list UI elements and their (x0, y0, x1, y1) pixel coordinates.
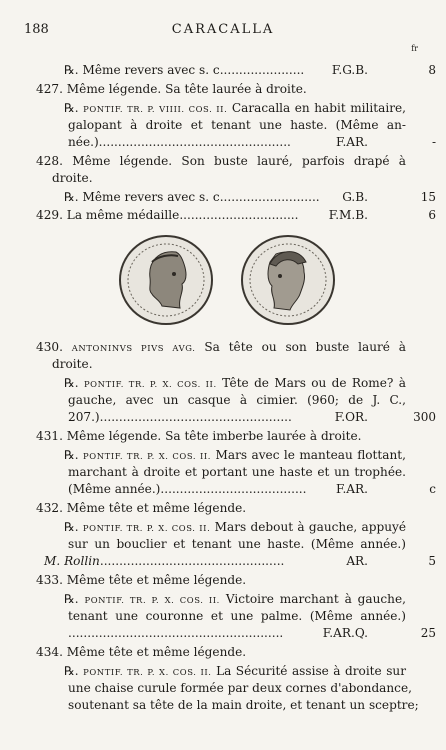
entry-number: 432. (36, 501, 63, 515)
catalog-ref: F.G.B. (331, 63, 368, 77)
entry-434-desc-2: une chaise curule formée par deux cornes d'abondance, (68, 681, 412, 695)
entry-433-reverse: ℞. PONTIF. TR. P. X. COS. II. Victoire marchant à gauche, (64, 592, 406, 606)
entry-427-desc-3: née.).................................................. F.AR. (68, 135, 368, 149)
page-number: 188 (24, 22, 49, 37)
collector-name: M. Rollin (44, 554, 100, 568)
price: 25 (420, 626, 436, 640)
catalog-ref: F.AR. (335, 482, 368, 496)
entry-432-reverse: ℞. PONTIF. TR. P. X. COS. II. Mars debout à gauche, appuyé (64, 520, 406, 534)
obverse-legend: ANTONINVS PIVS AVG. (71, 343, 196, 353)
reverse-legend: PONTIF. TR. P. X. COS. II. (83, 379, 217, 389)
entry-431-desc-2: marchant à droite et portant une haste et un trophée. (68, 465, 406, 479)
entry-432-desc-3: M. Rollin................................................ AR. (44, 554, 368, 568)
entry-428-desc-2: droite. (52, 171, 93, 185)
entry-430: 430. ANTONINVS PIVS AVG. Sa tête ou son buste lauré à (36, 340, 407, 354)
entry-430-reverse: ℞. PONTIF. TR. P. X. COS. II. Tête de Mars ou de Rome? à (64, 376, 406, 390)
reverse-legend: PONTIF. TR. P. X. COS. II. (83, 667, 212, 677)
entry-427-reverse: ℞. PONTIF. TR. P. VIIII. COS. II. Caracalla en habit militaire, (64, 101, 406, 115)
entry-432: 432. Même tête et même légende. (36, 501, 247, 515)
entry-434-desc-3: soutenant sa tête de la main droite, et tenant un sceptre; (68, 698, 419, 712)
entry-430-desc-3: 207.).................................................. F.OR. (68, 410, 368, 424)
entry-number: 430. (36, 340, 63, 354)
catalog-ref: F.AR.Q. (322, 626, 368, 640)
entry-433-desc-2: tenant une couronne et une palme. (Même année.) (68, 609, 406, 623)
reverse-legend: PONTIF. TR. P. VIIII. COS. II. (83, 104, 228, 114)
entry-434: 434. Même tête et même légende. (36, 645, 247, 659)
price: c (429, 482, 436, 496)
entry-433: 433. Même tête et même légende. (36, 573, 247, 587)
recipe-symbol: ℞. (64, 63, 79, 77)
catalog-ref: G.B. (342, 190, 368, 204)
catalog-ref: AR. (346, 554, 368, 568)
entry-427-desc-2: galopant à droite et tenant une haste. (Même an- (68, 118, 406, 132)
entry-430-desc-2r: gauche, avec un casque à cimier. (960; de J. C., (68, 393, 406, 407)
price: - (431, 135, 436, 149)
entry-428: 428. Même légende. Son buste lauré, parfois drapé à (36, 154, 406, 168)
entry-432-desc-2: sur un bouclier et tenant une haste. (Même année.) (68, 537, 406, 551)
entry-431-desc-3: (Même année.)...................................... F.AR. (68, 482, 368, 496)
entry-number: 427. (36, 82, 63, 96)
running-title: CARACALLA (171, 22, 275, 37)
catalog-ref: F.M.B. (328, 208, 368, 222)
price: 15 (420, 190, 436, 204)
entry-431: 431. Même légende. Sa tête imberbe laurée à droite. (36, 429, 362, 443)
entry-430-desc-2: droite. (52, 357, 93, 371)
entry-434-reverse: ℞. PONTIF. TR. P. X. COS. II. La Sécurité assise à droite sur (64, 664, 406, 678)
reverse-legend: PONTIF. TR. P. X. COS. II. (84, 595, 220, 605)
entry-426-reverse: ℞. Même revers avec s. c...................... F.G.B. (64, 63, 368, 77)
entry-number: 433. (36, 573, 63, 587)
coin-obverse-image (118, 234, 214, 326)
entry-428-reverse: ℞. Même revers avec s. c.......................... G.B. (64, 190, 368, 204)
entry-429: 429. La même médaille............................... F.M.B. (36, 208, 368, 222)
price: 6 (428, 208, 436, 222)
catalog-ref: F.AR. (335, 135, 368, 149)
coin-reverse-image (240, 234, 336, 326)
entry-number: 434. (36, 645, 63, 659)
price: 5 (428, 554, 436, 568)
price: 300 (413, 410, 436, 424)
entry-number: 428. (36, 154, 63, 168)
reverse-legend: PONTIF. TR. P. X. COS. II. (82, 523, 211, 533)
catalog-ref: F.OR. (334, 410, 368, 424)
entry-433-desc-3: ........................................................ F.AR.Q. (68, 626, 368, 640)
reverse-legend: PONTIF. TR. P. X. COS. II. (83, 451, 212, 461)
entry-427: 427. Même légende. Sa tête laurée à droite. (36, 82, 307, 96)
price-column-label: fr (411, 44, 418, 53)
entry-number: 431. (36, 429, 63, 443)
price: 8 (428, 63, 436, 77)
entry-431-reverse: ℞. PONTIF. TR. P. X. COS. II. Mars avec le manteau flottant, (64, 448, 406, 462)
entry-number: 429. (36, 208, 63, 222)
page-header (24, 22, 422, 53)
